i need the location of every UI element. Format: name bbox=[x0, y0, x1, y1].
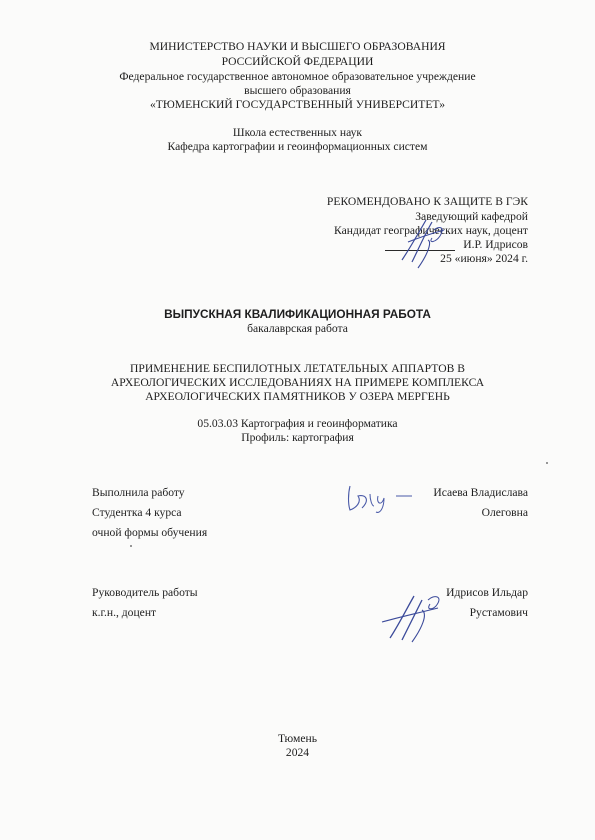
work-title-line-1: ПРИМЕНЕНИЕ БЕСПИЛОТНЫХ ЛЕТАТЕЛЬНЫХ АППАРТОВ В bbox=[130, 362, 465, 375]
author-label-2: Студентка 4 курса bbox=[92, 506, 182, 519]
approval-title: РЕКОМЕНДОВАНО К ЗАЩИТЕ В ГЭК bbox=[326, 195, 528, 208]
supervisor-signature bbox=[378, 588, 458, 646]
institution-line-2: высшего образования bbox=[244, 84, 351, 97]
footer-city: Тюмень bbox=[278, 732, 317, 745]
author-label-1: Выполнила работу bbox=[92, 486, 185, 499]
work-title-line-3: АРХЕОЛОГИЧЕСКИХ ПАМЯТНИКОВ У ОЗЕРА МЕРГЕНЬ bbox=[145, 390, 450, 403]
author-name-2: Олеговна bbox=[481, 506, 528, 519]
author-name-1: Исаева Владислава bbox=[433, 486, 528, 499]
work-subtype: бакалаврская работа bbox=[247, 322, 348, 335]
university-name: «ТЮМЕНСКИЙ ГОСУДАРСТВЕННЫЙ УНИВЕРСИТЕТ» bbox=[149, 98, 446, 111]
approval-signer: И.Р. Идрисов bbox=[463, 238, 528, 251]
footer-year: 2024 bbox=[285, 746, 310, 759]
approval-degree: Кандидат географических наук, доцент bbox=[334, 224, 528, 237]
supervisor-name-1: Идрисов Ильдар bbox=[446, 586, 528, 599]
approval-position: Заведующий кафедрой bbox=[415, 210, 528, 223]
profile: Профиль: картография bbox=[241, 431, 354, 444]
scan-speck bbox=[546, 462, 548, 464]
institution-line-1: Федеральное государственное автономное образовательное учреждение bbox=[119, 70, 476, 83]
ministry-line-2: РОССИЙСКОЙ ФЕДЕРАЦИИ bbox=[221, 55, 374, 68]
specialty: 05.03.03 Картография и геоинформатика bbox=[197, 417, 398, 430]
work-title-line-2: АРХЕОЛОГИЧЕСКИХ ИССЛЕДОВАНИЯХ НА ПРИМЕРЕ КОМПЛЕКСА bbox=[110, 376, 485, 389]
author-signature bbox=[340, 478, 420, 518]
department-name: Кафедра картографии и геоинформационных систем bbox=[167, 140, 428, 153]
scan-speck bbox=[130, 545, 132, 547]
approval-date: 25 «июня» 2024 г. bbox=[440, 252, 528, 265]
supervisor-label-1: Руководитель работы bbox=[92, 586, 198, 599]
supervisor-name-2: Рустамович bbox=[469, 606, 528, 619]
school-name: Школа естественных наук bbox=[232, 126, 363, 139]
supervisor-label-2: к.г.н., доцент bbox=[92, 606, 157, 619]
approval-signature bbox=[388, 212, 458, 274]
ministry-line-1: МИНИСТЕРСТВО НАУКИ И ВЫСШЕГО ОБРАЗОВАНИЯ bbox=[149, 40, 446, 53]
author-label-3: очной формы обучения bbox=[92, 526, 208, 539]
work-type: ВЫПУСКНАЯ КВАЛИФИКАЦИОННАЯ РАБОТА bbox=[164, 307, 431, 321]
